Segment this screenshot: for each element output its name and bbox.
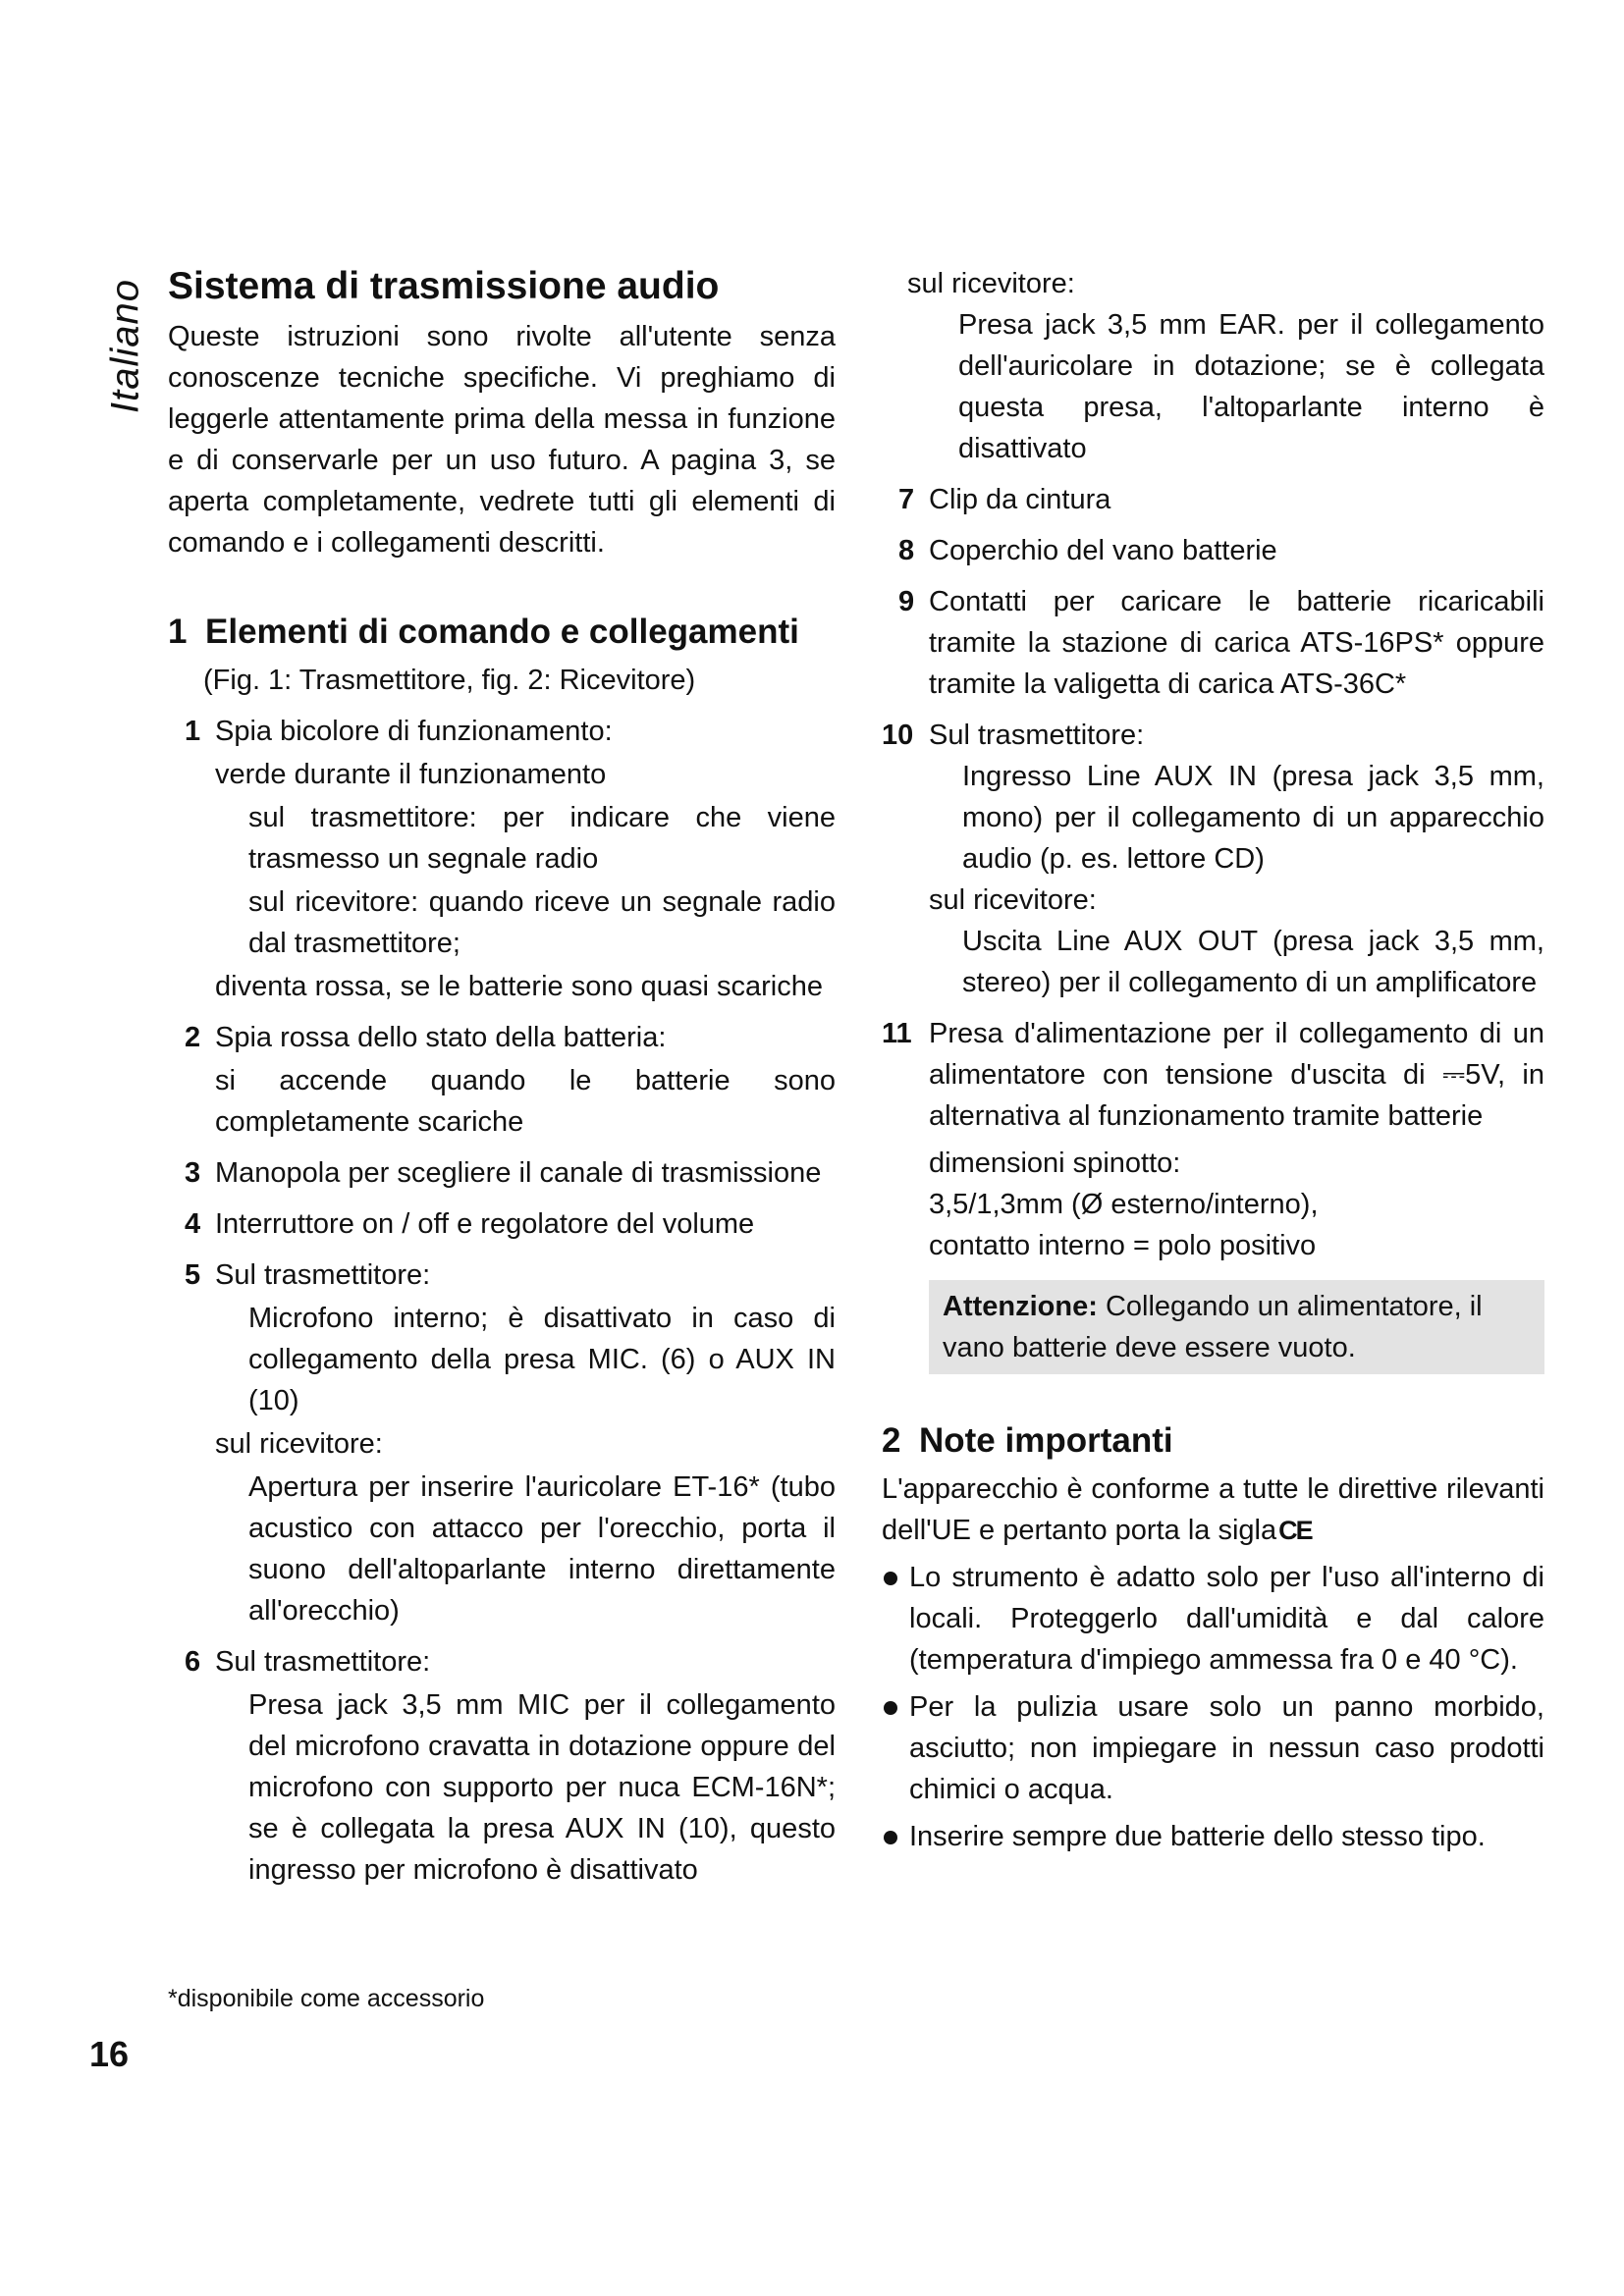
section2-intro-text: L'apparecchio è conforme a tutte le direttive rilevanti dell'UE e pertanto porta la sigla <box>882 1473 1544 1546</box>
item-number: 5 <box>185 1259 201 1291</box>
item-number: 2 <box>185 1022 201 1053</box>
section1-heading <box>168 611 836 654</box>
section2-title: Note importanti <box>919 1421 1173 1460</box>
item1-green-rx: sul ricevitore: quando riceve un segnale radio dal trasmettitore; <box>248 886 836 959</box>
item-text: Manopola per scegliere il canale di trasmissione <box>215 1157 822 1189</box>
bullet-icon <box>884 1831 897 1844</box>
bullet-item <box>882 1686 1544 1810</box>
bullet-item <box>882 1816 1544 1857</box>
item10-rx-label: sul ricevitore: <box>929 884 1097 916</box>
list-item-3 <box>168 1152 836 1194</box>
language-side-tab <box>96 265 155 442</box>
bullet-text: Per la pulizia usare solo un panno morbido, asciutto; non impiegare in nessun caso prodotti chimici o acqua. <box>909 1691 1544 1805</box>
bullet-icon <box>884 1701 897 1715</box>
list-item-2 <box>168 1017 836 1058</box>
list-item-5 <box>168 1255 836 1296</box>
section1-title: Elementi di comando e collegamenti <box>205 613 799 651</box>
item-text: Sul trasmettitore: <box>215 1259 431 1291</box>
left-column <box>168 263 836 1891</box>
list-item-11 <box>882 1013 1544 1137</box>
item6-tx: Presa jack 3,5 mm MIC per il collegamento del microfono cravatta in dotazione oppure del microfono con supporto per nuca ECM-16N*; se è collegata la presa AUX IN (10), questo ingresso per microfono è disattivato <box>248 1689 836 1886</box>
item-text: Spia rossa dello stato della batteria: <box>215 1022 667 1053</box>
item-number: 10 <box>882 720 914 751</box>
item-number: 3 <box>185 1157 201 1189</box>
list-item-4 <box>168 1203 836 1245</box>
section2-number: 2 <box>882 1421 901 1460</box>
list-item-7 <box>882 479 1544 520</box>
bullet-item <box>882 1557 1544 1681</box>
intro-paragraph: Queste istruzioni sono rivolte all'utente senza conoscenze tecniche specifiche. Vi preghiamo di leggerle attentamente prima della messa in funzione e di conservarle per un uso futuro. A pagina 3, se aperta completamente, vedrete tutti gli elementi di comando e i collegamenti descritti. <box>168 321 836 559</box>
item1-red: diventa rossa, se le batterie sono quasi scariche <box>215 971 824 1002</box>
item2-sub: si accende quando le batterie sono completamente scariche <box>215 1065 836 1138</box>
item6-rx: Presa jack 3,5 mm EAR. per il collegamento dell'auricolare in dotazione; se è collegata questa presa, l'altoparlante interno è disattivato <box>958 309 1544 464</box>
item-text: Sul trasmettitore: <box>929 720 1145 751</box>
item-number: 7 <box>898 484 915 515</box>
item-number: 11 <box>882 1018 912 1049</box>
notice-text: Collegando un alimentatore, il vano batterie deve essere vuoto. <box>943 1291 1483 1363</box>
item11-dim-value: 3,5/1,3mm (Ø esterno/interno), <box>929 1189 1319 1220</box>
list-item-8 <box>882 530 1544 571</box>
list-item-9 <box>882 581 1544 705</box>
list-item-10 <box>882 715 1544 756</box>
item-number: 1 <box>185 716 201 747</box>
list-item-1 <box>168 711 836 752</box>
item-number: 6 <box>185 1646 201 1678</box>
item1-green-tx: sul trasmettitore: per indicare che viene trasmesso un segnale radio <box>248 802 836 875</box>
item6-rx-label: sul ricevitore: <box>907 268 1075 299</box>
notice-label: Attenzione: <box>943 1291 1098 1322</box>
item5-rx: Apertura per inserire l'auricolare ET-16* (tubo acustico con attacco per l'orecchio, porta il suono dell'altoparlante interno direttamente all'orecchio) <box>248 1471 836 1627</box>
item-text: Coperchio del vano batterie <box>929 535 1277 566</box>
language-label: Italiano <box>103 279 147 413</box>
footnote: *disponibile come accessorio <box>168 1985 485 2012</box>
bullet-text: Inserire sempre due batterie dello stesso tipo. <box>909 1821 1486 1852</box>
item-text: Contatti per caricare le batterie ricaricabili tramite la stazione di carica ATS-16PS* oppure tramite la valigetta di carica ATS-36C* <box>929 586 1544 700</box>
item-number: 4 <box>185 1208 201 1240</box>
section2-heading <box>882 1419 1544 1463</box>
item10-rx: Uscita Line AUX OUT (presa jack 3,5 mm, stereo) per il collegamento di un amplificatore <box>962 926 1544 998</box>
ce-mark: CE <box>1278 1516 1312 1545</box>
item5-rx-label: sul ricevitore: <box>215 1428 383 1460</box>
section2-intro <box>882 1468 1544 1551</box>
bullet-text: Lo strumento è adatto solo per l'uso all'interno di locali. Proteggerlo dall'umidità e dal calore (temperatura d'impiego ammessa fra 0 e 40 °C). <box>909 1562 1544 1676</box>
bullet-icon <box>884 1572 897 1585</box>
item-number: 9 <box>898 586 915 617</box>
item-number: 8 <box>898 535 915 566</box>
item-text: Interruttore on / off e regolatore del volume <box>215 1208 755 1240</box>
item1-green: verde durante il funzionamento <box>215 759 607 790</box>
item11-contact: contatto interno = polo positivo <box>929 1230 1317 1261</box>
item-text: Sul trasmettitore: <box>215 1646 431 1678</box>
attention-notice <box>929 1280 1544 1374</box>
item-text: Clip da cintura <box>929 484 1111 515</box>
list-item-6 <box>168 1641 836 1682</box>
item11-dim-label: dimensioni spinotto: <box>929 1148 1181 1179</box>
item-text: Spia bicolore di funzionamento: <box>215 716 613 747</box>
figure-reference: (Fig. 1: Trasmettitore, fig. 2: Ricevitore) <box>203 665 696 696</box>
section1-number: 1 <box>168 613 188 651</box>
item10-tx: Ingresso Line AUX IN (presa jack 3,5 mm, mono) per il collegamento di un apparecchio audio (p. es. lettore CD) <box>962 761 1544 875</box>
page-number: 16 <box>89 2034 130 2074</box>
item-text: Presa d'alimentazione per il collegamento di un alimentatore con tensione d'uscita di ⎓5V, in alternativa al funzionamento tramite batterie <box>929 1018 1544 1132</box>
item5-tx: Microfono interno; è disattivato in caso di collegamento della presa MIC. (6) o AUX IN (10) <box>248 1303 836 1416</box>
right-column <box>882 263 1544 1857</box>
page-title: Sistema di trasmissione audio <box>168 265 720 307</box>
